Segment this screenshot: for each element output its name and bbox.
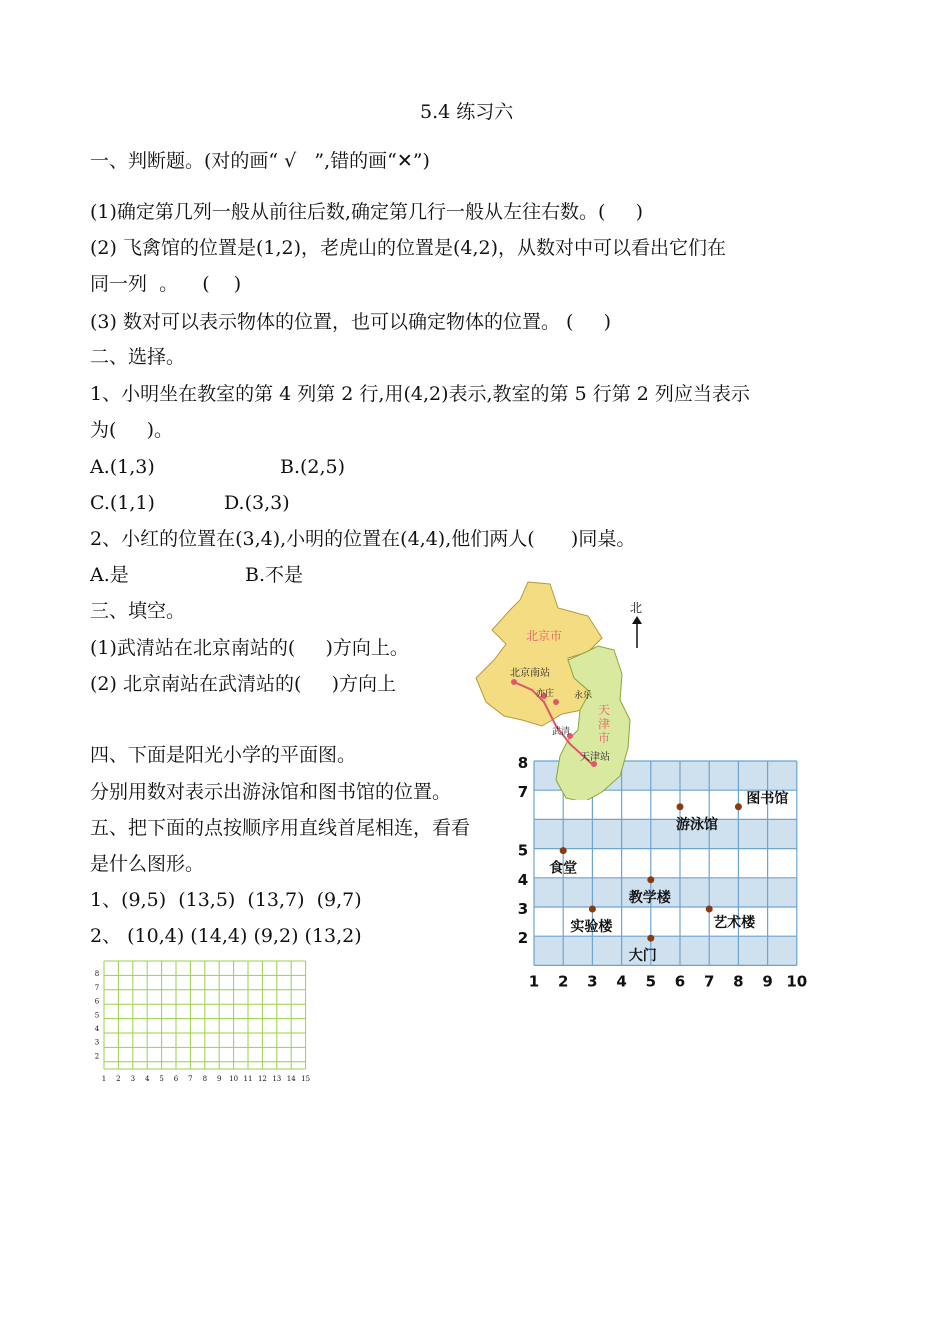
x-tick-label: 13 [272, 1075, 282, 1083]
point-label: 大门 [628, 948, 657, 965]
page-title: 5.4 练习六 [420, 101, 514, 123]
s5-heading-line2: 是什么图形。 [90, 853, 205, 875]
s2-question-1-line1: 1、小明坐在教室的第 4 列第 2 行,用(4,2)表示,教室的第 5 行第 2 列应当表示 [90, 383, 750, 405]
tianjin-label-1: 天 [598, 703, 611, 717]
x-tick-label: 4 [616, 972, 627, 991]
x-tick-label: 3 [130, 1075, 136, 1083]
y-tick-label: 3 [94, 1038, 100, 1047]
x-tick-label: 9 [216, 1075, 222, 1083]
x-tick-label: 6 [173, 1075, 179, 1083]
x-tick-label: 5 [645, 972, 657, 991]
point-label: 实验楼 [570, 919, 613, 935]
x-tick-label: 4 [144, 1075, 150, 1083]
section3-heading: 三、填空。 [90, 600, 186, 622]
s1-question-2-line2: 同一列 。 ( ) [90, 273, 242, 295]
tianjin-label-3: 市 [598, 731, 611, 745]
s2-q2-option-a: A.是 [90, 564, 129, 586]
x-tick-label: 1 [528, 972, 540, 991]
grid-band [534, 936, 797, 965]
beijing-tianjin-map [470, 580, 670, 800]
point-marker [647, 935, 654, 942]
s3-question-2: (2) 北京南站在武清站的( )方向上 [90, 673, 396, 695]
x-tick-label: 12 [257, 1075, 267, 1083]
s2-q1-option-a: A.(1,3) [90, 456, 155, 478]
s4-text: 分别用数对表示出游泳馆和图书馆的位置。 [90, 781, 452, 803]
x-tick-label: 14 [286, 1075, 296, 1083]
point-marker [560, 847, 567, 854]
x-tick-label: 7 [703, 972, 715, 991]
s2-q1-option-c: C.(1,1) [90, 492, 155, 514]
tianjin-label-2: 津 [598, 717, 611, 731]
point-label: 食堂 [549, 860, 578, 877]
beijing-label: 北京市 [526, 629, 563, 643]
yongle-label: 永乐 [574, 691, 593, 701]
y-tick-label: 2 [94, 1052, 100, 1061]
north-arrow-icon [632, 616, 642, 648]
north-label: 北 [630, 601, 643, 615]
s2-q2-option-b: B.不是 [245, 564, 304, 586]
x-tick-label: 10 [229, 1075, 239, 1083]
y-tick-label: 2 [517, 929, 529, 948]
beijing-south-label: 北京南站 [510, 668, 550, 679]
s2-q1-option-d: D.(3,3) [224, 492, 290, 514]
y-tick-label: 8 [94, 970, 100, 979]
s1-question-1: (1)确定第几列一般从前往后数,确定第几行一般从左往右数。( ) [90, 201, 643, 223]
x-tick-label: 1 [101, 1075, 107, 1083]
point-marker [735, 803, 742, 810]
section2-heading: 二、选择。 [90, 346, 186, 368]
wuqing-label: 武清 [552, 727, 571, 737]
blank-coordinate-grid [88, 955, 338, 1090]
point-label: 艺术楼 [713, 915, 756, 931]
y-tick-label: 4 [94, 1024, 100, 1033]
y-tick-label: 6 [94, 997, 100, 1006]
yizhuang-label: 亦庄 [536, 689, 555, 699]
point-label: 教学楼 [628, 889, 671, 906]
point-marker [677, 803, 684, 810]
y-tick-label: 3 [517, 900, 529, 918]
s1-question-3: (3) 数对可以表示物体的位置，也可以确定物体的位置。 ( ) [90, 311, 612, 333]
x-tick-label: 8 [733, 972, 744, 991]
y-tick-label: 5 [517, 841, 529, 860]
s5-question-1: 1、(9,5) (13,5) (13,7) (9,7) [90, 889, 362, 911]
point-marker [647, 876, 654, 883]
s2-question-2: 2、小红的位置在(3,4),小明的位置在(4,4),他们两人( )同桌。 [90, 528, 636, 550]
s2-q1-option-b: B.(2,5) [280, 456, 346, 478]
x-tick-label: 11 [243, 1075, 253, 1083]
section5-heading: 五、把下面的点按顺序用直线首尾相连，看看 [90, 817, 471, 839]
section1-heading: 一、判断题。(对的画“ √ ”,错的画“✕”) [90, 150, 430, 172]
x-tick-label: 7 [188, 1075, 193, 1083]
s5-question-2: 2、 (10,4) (14,4) (9,2) (13,2) [90, 925, 362, 947]
x-tick-label: 10 [786, 972, 808, 991]
x-tick-label: 6 [674, 972, 686, 991]
y-tick-label: 7 [94, 983, 100, 992]
s2-question-1-line2: 为( )。 [90, 419, 174, 441]
y-tick-label: 7 [517, 783, 529, 802]
x-tick-label: 3 [587, 972, 598, 991]
x-tick-label: 8 [202, 1075, 208, 1083]
point-label: 游泳馆 [676, 816, 718, 833]
y-tick-label: 4 [517, 870, 529, 889]
y-tick-label: 8 [517, 755, 529, 772]
point-marker [706, 906, 713, 913]
x-tick-label: 2 [116, 1075, 121, 1083]
s1-question-2-line1: (2) 飞禽馆的位置是(1,2)，老虎山的位置是(4,2)，从数对中可以看出它们在 [90, 237, 727, 259]
tianjin-station-label: 天津站 [580, 752, 610, 763]
grid-band [534, 819, 797, 848]
station-dot [553, 699, 559, 705]
s3-question-1: (1)武清站在北京南站的( )方向上。 [90, 637, 409, 659]
y-tick-label: 5 [94, 1011, 100, 1020]
point-label: 图书馆 [746, 790, 789, 807]
x-tick-label: 15 [301, 1075, 311, 1083]
x-tick-label: 9 [762, 972, 773, 991]
x-tick-label: 5 [159, 1075, 164, 1083]
section4-heading: 四、下面是阳光小学的平面图。 [90, 744, 357, 766]
station-dot [511, 679, 517, 685]
x-tick-label: 2 [557, 972, 569, 991]
point-marker [589, 906, 596, 913]
